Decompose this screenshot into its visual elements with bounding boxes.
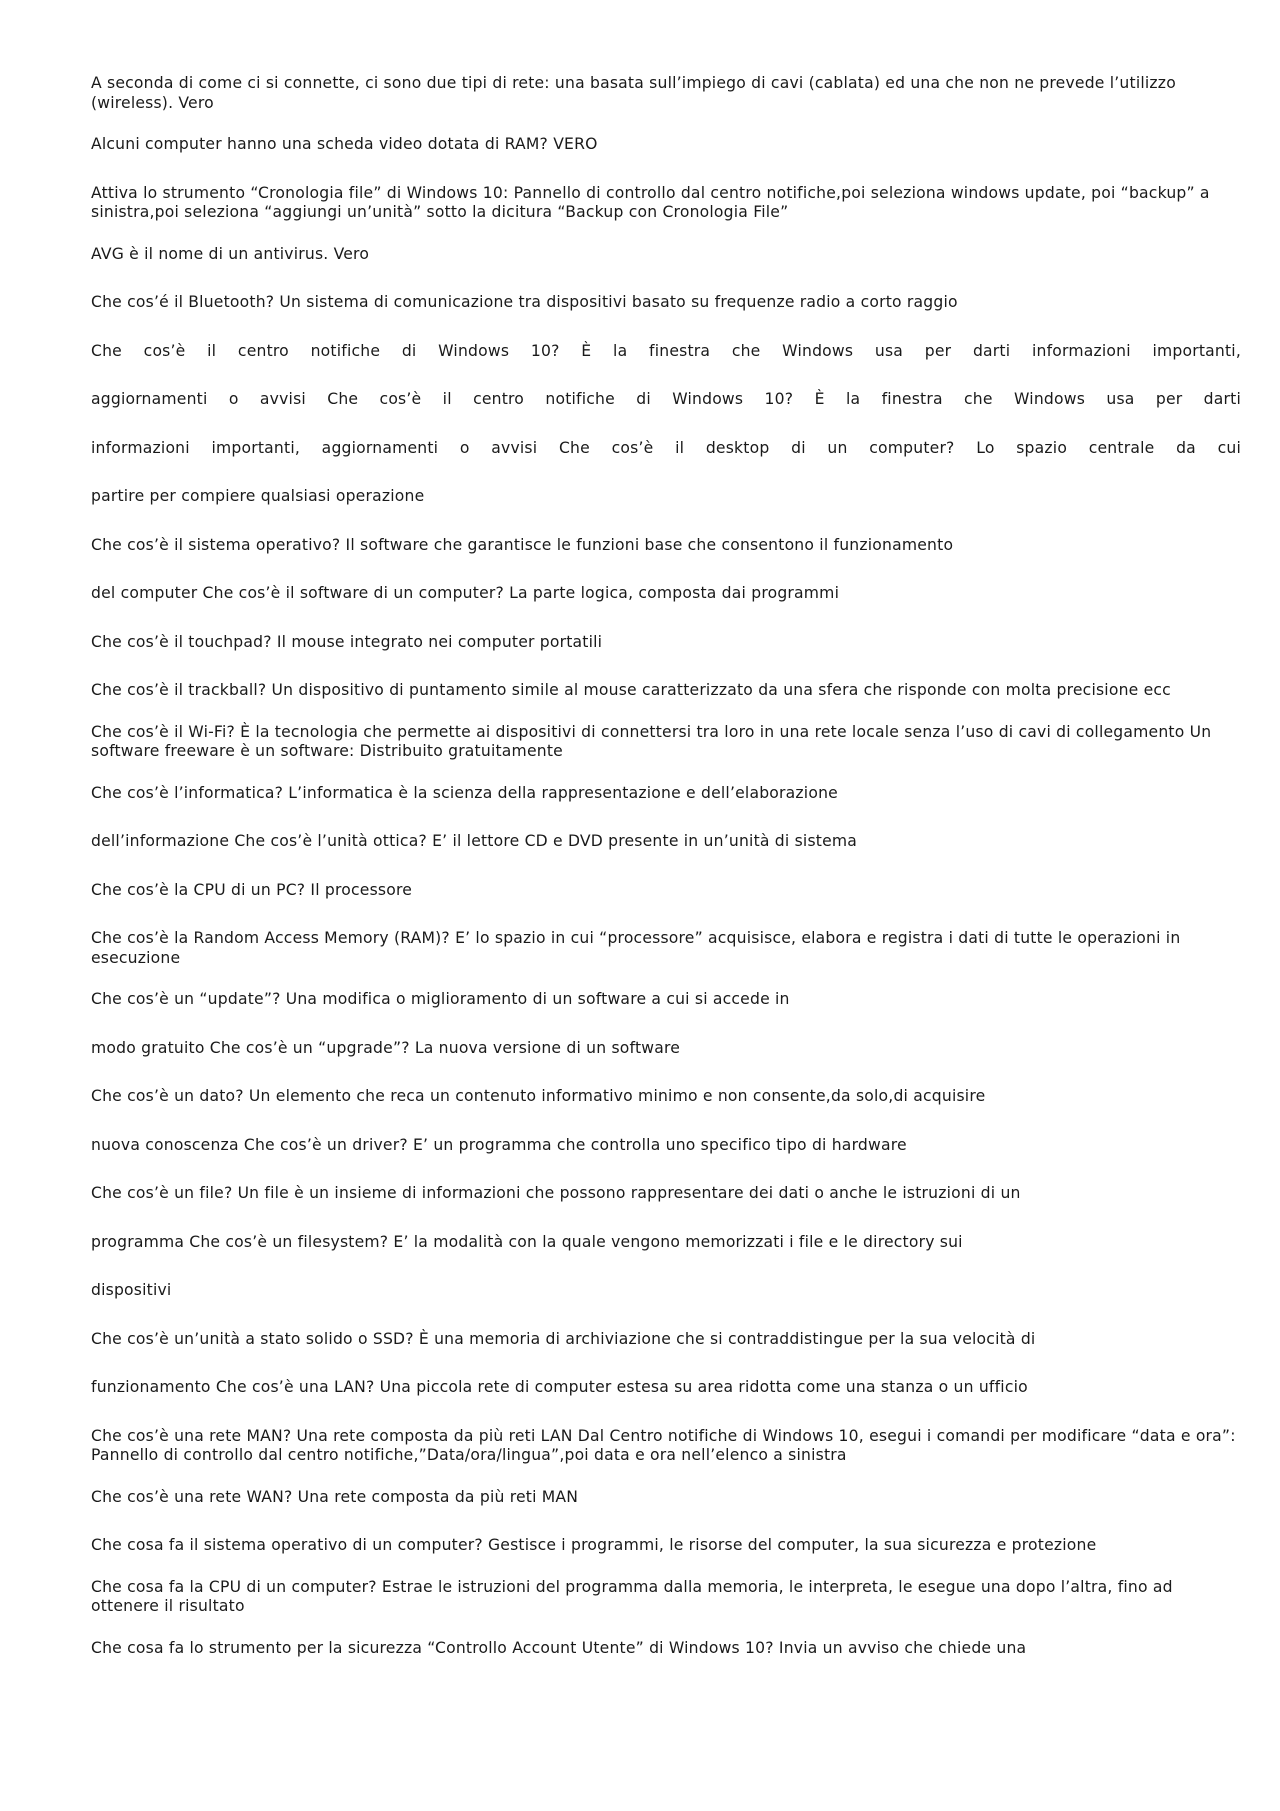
paragraph: funzionamento Che cos’è una LAN? Una piccola rete di computer estesa su area ridotta come una stanza o un ufficio	[91, 1378, 1028, 1396]
paragraph: Che cos’è il centro notifiche di Windows 10? È la finestra che Windows usa per darti informazioni importanti,	[91, 341, 1241, 360]
paragraph: modo gratuito Che cos’è un “upgrade”? La nuova versione di un software	[91, 1038, 681, 1057]
paragraph: Che cosa fa il sistema operativo di un computer? Gestisce i programmi, le risorse del computer, la sua sicurezza e protezione	[91, 1536, 1097, 1554]
paragraph: dell’informazione Che cos’è l’unità ottica? E’ il lettore CD e DVD presente in un’unità di sistema	[91, 832, 858, 850]
paragraph: Attiva lo strumento “Cronologia file” di Windows 10: Pannello di controllo dal centro notifiche,poi seleziona windows update, poi “backup” a sinistra,poi seleziona “aggiungi un’unità” sotto la dicitura “Backup con Cronologia File”	[91, 183, 1210, 221]
paragraph: Che cos’è un file? Un file è un insieme di informazioni che possono rappresentare dei dati o anche le istruzioni di un	[91, 1184, 1021, 1202]
paragraph: aggiornamenti o avvisi Che cos’è il centro notifiche di Windows 10? È la finestra che Windows usa per darti	[91, 390, 1241, 408]
paragraph: Che cosa fa la CPU di un computer? Estrae le istruzioni del programma dalla memoria, le interpreta, le esegue una dopo l’altra, fino ad ottenere il risultato	[91, 1577, 1173, 1615]
paragraph: A seconda di come ci si connette, ci sono due tipi di rete: una basata sull’impiego di cavi (cablata) ed una che non ne prevede l’utilizzo (wireless). Vero	[91, 74, 1176, 112]
paragraph: Che cos’è un dato? Un elemento che reca un contenuto informativo minimo e non consente,da solo,di acquisire	[91, 1087, 986, 1105]
paragraph: informazioni importanti, aggiornamenti o avvisi Che cos’è il desktop di un computer? Lo spazio centrale da cui	[91, 438, 1241, 457]
paragraph: Che cos’è una rete WAN? Una rete composta da più reti MAN	[91, 1487, 579, 1506]
paragraph: programma Che cos’è un filesystem? E’ la modalità con la quale vengono memorizzati i file e le directory sui	[91, 1232, 963, 1251]
paragraph: Che cos’è una rete MAN? Una rete composta da più reti LAN Dal Centro notifiche di Windows 10, esegui i comandi per modificare “data e ora”: Pannello di controllo dal centro notifiche,”Data/ora/lingua”,poi data e ora nell’elenco a sinistra	[91, 1426, 1236, 1464]
paragraph: AVG è il nome di un antivirus. Vero	[91, 244, 370, 263]
paragraph: partire per compiere qualsiasi operazione	[91, 487, 425, 505]
paragraph: Che cos’è il Wi-Fi? È la tecnologia che permette ai dispositivi di connettersi tra loro in una rete locale senza l’uso di cavi di collegamento Un software freeware è un software: Distribuito gratuitamente	[91, 722, 1212, 760]
paragraph: del computer Che cos’è il software di un computer? La parte logica, composta dai programmi	[91, 584, 840, 602]
paragraph: Che cos’è la CPU di un PC? Il processore	[91, 880, 413, 899]
paragraph: Che cos’è il touchpad? Il mouse integrato nei computer portatili	[91, 632, 603, 651]
paragraph: Che cos’è il sistema operativo? Il software che garantisce le funzioni base che consentono il funzionamento	[91, 535, 954, 554]
paragraph: Che cos’è l’informatica? L’informatica è la scienza della rappresentazione e dell’elaborazione	[91, 783, 838, 802]
paragraph: Che cos’è un “update”? Una modifica o miglioramento di un software a cui si accede in	[91, 990, 790, 1008]
document-body	[91, 74, 1241, 1658]
paragraph: Che cosa fa lo strumento per la sicurezza “Controllo Account Utente” di Windows 10? Invia un avviso che chiede una	[91, 1638, 1027, 1657]
paragraph: dispositivi	[91, 1281, 172, 1299]
paragraph: Che cos’è la Random Access Memory (RAM)? E’ lo spazio in cui “processore” acquisisce, elabora e registra i dati di tutte le operazioni in esecuzione	[91, 929, 1181, 967]
paragraph: Che cos’è un’unità a stato solido o SSD? È una memoria di archiviazione che si contraddistingue per la sua velocità di	[91, 1329, 1036, 1348]
paragraph: Alcuni computer hanno una scheda video dotata di RAM? VERO	[91, 135, 598, 153]
paragraph: Che cos’è il trackball? Un dispositivo di puntamento simile al mouse caratterizzato da una sfera che risponde con molta precisione ecc	[91, 681, 1171, 699]
paragraph: nuova conoscenza Che cos’è un driver? E’ un programma che controlla uno specifico tipo di hardware	[91, 1135, 907, 1154]
paragraph: Che cos’é il Bluetooth? Un sistema di comunicazione tra dispositivi basato su frequenze radio a corto raggio	[91, 293, 958, 311]
